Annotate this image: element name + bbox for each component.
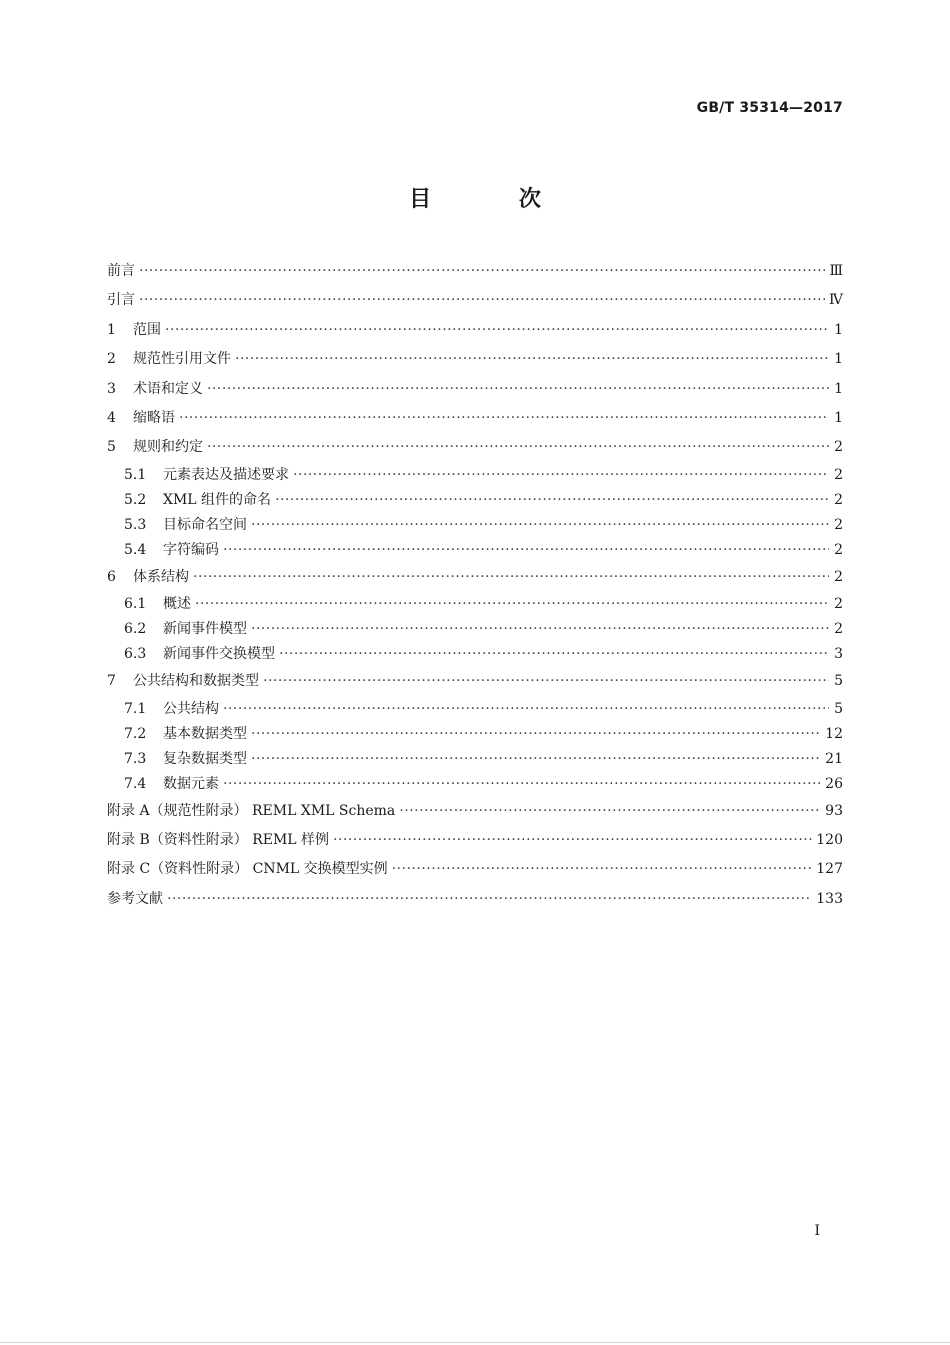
toc-leader-dots: [223, 538, 829, 563]
toc-entry-page: 2: [834, 541, 843, 558]
toc-entry[interactable]: [107, 488, 843, 513]
toc-entry[interactable]: [107, 797, 843, 826]
toc-entry-label: [107, 667, 259, 696]
toc-entry-title: 附录 C（资料性附录） CNML 交换模型实例: [107, 861, 388, 878]
toc-entry-title: 引言: [107, 292, 135, 309]
toc-entry-page: 2: [834, 516, 843, 533]
toc-leader-dots: [167, 885, 812, 914]
toc-entry-title: 目标命名空间: [163, 516, 247, 533]
toc-entry[interactable]: [107, 463, 843, 488]
toc-entry-title: 术语和定义: [133, 380, 203, 397]
toc-entry-title: 规范性引用文件: [133, 351, 231, 368]
toc-entry-label: [107, 513, 247, 538]
toc-entry-number: 1: [107, 321, 116, 338]
toc-entry-page: 1: [834, 409, 843, 426]
toc-entry-label: [107, 747, 247, 772]
toc-entry-number: 6.1: [124, 596, 147, 613]
toc-entry-page: 133: [816, 890, 843, 907]
toc-entry-title: 字符编码: [163, 541, 219, 558]
toc-entry-title: 范围: [133, 321, 161, 338]
toc-entry[interactable]: [107, 642, 843, 667]
toc-leader-dots: [263, 667, 829, 696]
toc-entry-title: 规则和约定: [133, 439, 203, 456]
toc-entry[interactable]: [107, 617, 843, 642]
table-of-contents: [107, 257, 843, 914]
toc-entry-title: 附录 B（资料性附录） REML 样例: [107, 831, 330, 848]
toc-entry-title: 概述: [163, 596, 191, 613]
toc-entry-label: [107, 797, 395, 826]
toc-entry[interactable]: [107, 592, 843, 617]
toc-entry[interactable]: [107, 772, 843, 797]
toc-entry-page: 2: [834, 621, 843, 638]
toc-entry[interactable]: [107, 286, 843, 315]
toc-entry-title: 缩略语: [133, 409, 175, 426]
toc-leader-dots: [251, 747, 821, 772]
toc-leader-dots: [251, 722, 821, 747]
toc-entry[interactable]: [107, 826, 843, 855]
toc-entry-page: 26: [825, 775, 843, 792]
toc-entry-label: [107, 463, 289, 488]
toc-entry[interactable]: [107, 316, 843, 345]
toc-leader-dots: [275, 488, 829, 513]
toc-entry-page: 2: [834, 568, 843, 585]
toc-entry[interactable]: [107, 375, 843, 404]
toc-entry-label: [107, 855, 388, 884]
toc-entry[interactable]: [107, 404, 843, 433]
toc-entry-label: [107, 642, 275, 667]
toc-entry-title: 公共结构和数据类型: [133, 673, 259, 690]
toc-leader-dots: [251, 617, 829, 642]
toc-entry-label: [107, 722, 247, 747]
toc-entry-label: [107, 488, 271, 513]
toc-entry-page: 5: [834, 700, 843, 717]
toc-entry-title: 体系结构: [133, 568, 189, 585]
toc-entry-page: 1: [834, 380, 843, 397]
toc-entry-number: 5.4: [124, 541, 147, 558]
toc-leader-dots: [235, 345, 829, 374]
toc-entry-number: 6.3: [124, 646, 147, 663]
toc-leader-dots: [139, 257, 825, 286]
toc-entry-title: 附录 A（规范性附录） REML XML Schema: [107, 802, 396, 819]
toc-entry-label: [107, 316, 161, 345]
toc-entry-title: 参考文献: [107, 890, 163, 907]
toc-entry[interactable]: [107, 697, 843, 722]
toc-leader-dots: [179, 404, 829, 433]
toc-entry-title: 新闻事件交换模型: [163, 646, 275, 663]
toc-entry-label: [107, 772, 219, 797]
toc-entry-page: 5: [834, 673, 843, 690]
toc-entry[interactable]: [107, 722, 843, 747]
toc-leader-dots: [279, 642, 829, 667]
toc-entry-label: [107, 697, 219, 722]
toc-entry-title: 新闻事件模型: [163, 621, 247, 638]
toc-entry-page: 2: [834, 596, 843, 613]
toc-entry-number: 5.2: [124, 491, 147, 508]
toc-entry-title: XML 组件的命名: [163, 491, 272, 508]
toc-entry-page: Ⅳ: [829, 292, 843, 309]
toc-entry[interactable]: [107, 667, 843, 696]
toc-entry-number: 7.4: [124, 775, 147, 792]
toc-entry-title: 基本数据类型: [163, 725, 247, 742]
toc-entry[interactable]: [107, 885, 843, 914]
toc-entry-page: 2: [834, 439, 843, 456]
page-bottom-edge: [0, 1342, 950, 1343]
toc-leader-dots: [392, 855, 813, 884]
toc-entry-number: 6: [107, 568, 116, 585]
toc-leader-dots: [399, 797, 821, 826]
toc-entry-title: 公共结构: [163, 700, 219, 717]
toc-entry-number: 7.1: [124, 700, 147, 717]
page-title: 目 次: [409, 187, 581, 212]
toc-entry[interactable]: [107, 855, 843, 884]
toc-entry[interactable]: [107, 747, 843, 772]
toc-entry[interactable]: [107, 563, 843, 592]
toc-entry-title: 元素表达及描述要求: [163, 466, 289, 483]
toc-entry[interactable]: [107, 538, 843, 563]
toc-entry-number: 4: [107, 409, 116, 426]
toc-entry-number: 3: [107, 380, 116, 397]
toc-entry-number: 2: [107, 351, 116, 368]
toc-leader-dots: [223, 697, 829, 722]
toc-entry-title: 复杂数据类型: [163, 750, 247, 767]
toc-entry-label: [107, 885, 163, 914]
toc-entry[interactable]: [107, 257, 843, 286]
toc-entry-page: 93: [825, 802, 843, 819]
toc-entry[interactable]: [107, 345, 843, 374]
toc-entry-number: 7.2: [124, 725, 147, 742]
toc-leader-dots: [251, 513, 829, 538]
toc-entry-page: 12: [825, 725, 843, 742]
toc-entry-label: [107, 286, 135, 315]
toc-leader-dots: [193, 563, 829, 592]
toc-leader-dots: [139, 286, 825, 315]
toc-leader-dots: [293, 463, 829, 488]
toc-entry-number: 5: [107, 439, 116, 456]
toc-entry-label: [107, 404, 175, 433]
toc-entry-label: [107, 345, 231, 374]
toc-entry-page: 3: [834, 646, 843, 663]
toc-entry-page: 1: [834, 321, 843, 338]
toc-entry-label: [107, 257, 135, 286]
toc-leader-dots: [207, 433, 829, 462]
toc-leader-dots: [165, 316, 829, 345]
toc-entry-page: Ⅲ: [829, 263, 843, 279]
toc-leader-dots: [333, 826, 812, 855]
toc-entry-page: 127: [816, 861, 843, 878]
toc-entry-title: 前言: [107, 263, 135, 279]
toc-entry-number: 7.3: [124, 750, 147, 767]
toc-entry[interactable]: [107, 513, 843, 538]
standard-code: GB/T 35314—2017: [696, 100, 843, 116]
toc-entry-label: [107, 538, 219, 563]
toc-entry-page: 2: [834, 491, 843, 508]
toc-entry-label: [107, 617, 247, 642]
toc-entry-number: 6.2: [124, 621, 147, 638]
toc-leader-dots: [207, 375, 829, 404]
toc-entry-title: 数据元素: [163, 775, 219, 792]
toc-entry-page: 120: [816, 831, 843, 848]
toc-leader-dots: [195, 592, 829, 617]
toc-entry-label: [107, 563, 189, 592]
toc-entry-label: [107, 375, 203, 404]
toc-entry-label: [107, 433, 203, 462]
toc-entry-page: 21: [825, 750, 843, 767]
toc-entry-number: 5.3: [124, 516, 147, 533]
toc-entry-page: 2: [834, 466, 843, 483]
toc-entry-label: [107, 592, 191, 617]
toc-entry-number: 5.1: [124, 466, 147, 483]
page-number: I: [814, 1223, 820, 1239]
toc-entry[interactable]: [107, 433, 843, 462]
toc-entry-page: 1: [834, 351, 843, 368]
toc-leader-dots: [223, 772, 821, 797]
toc-entry-label: [107, 826, 329, 855]
toc-entry-number: 7: [107, 673, 116, 690]
